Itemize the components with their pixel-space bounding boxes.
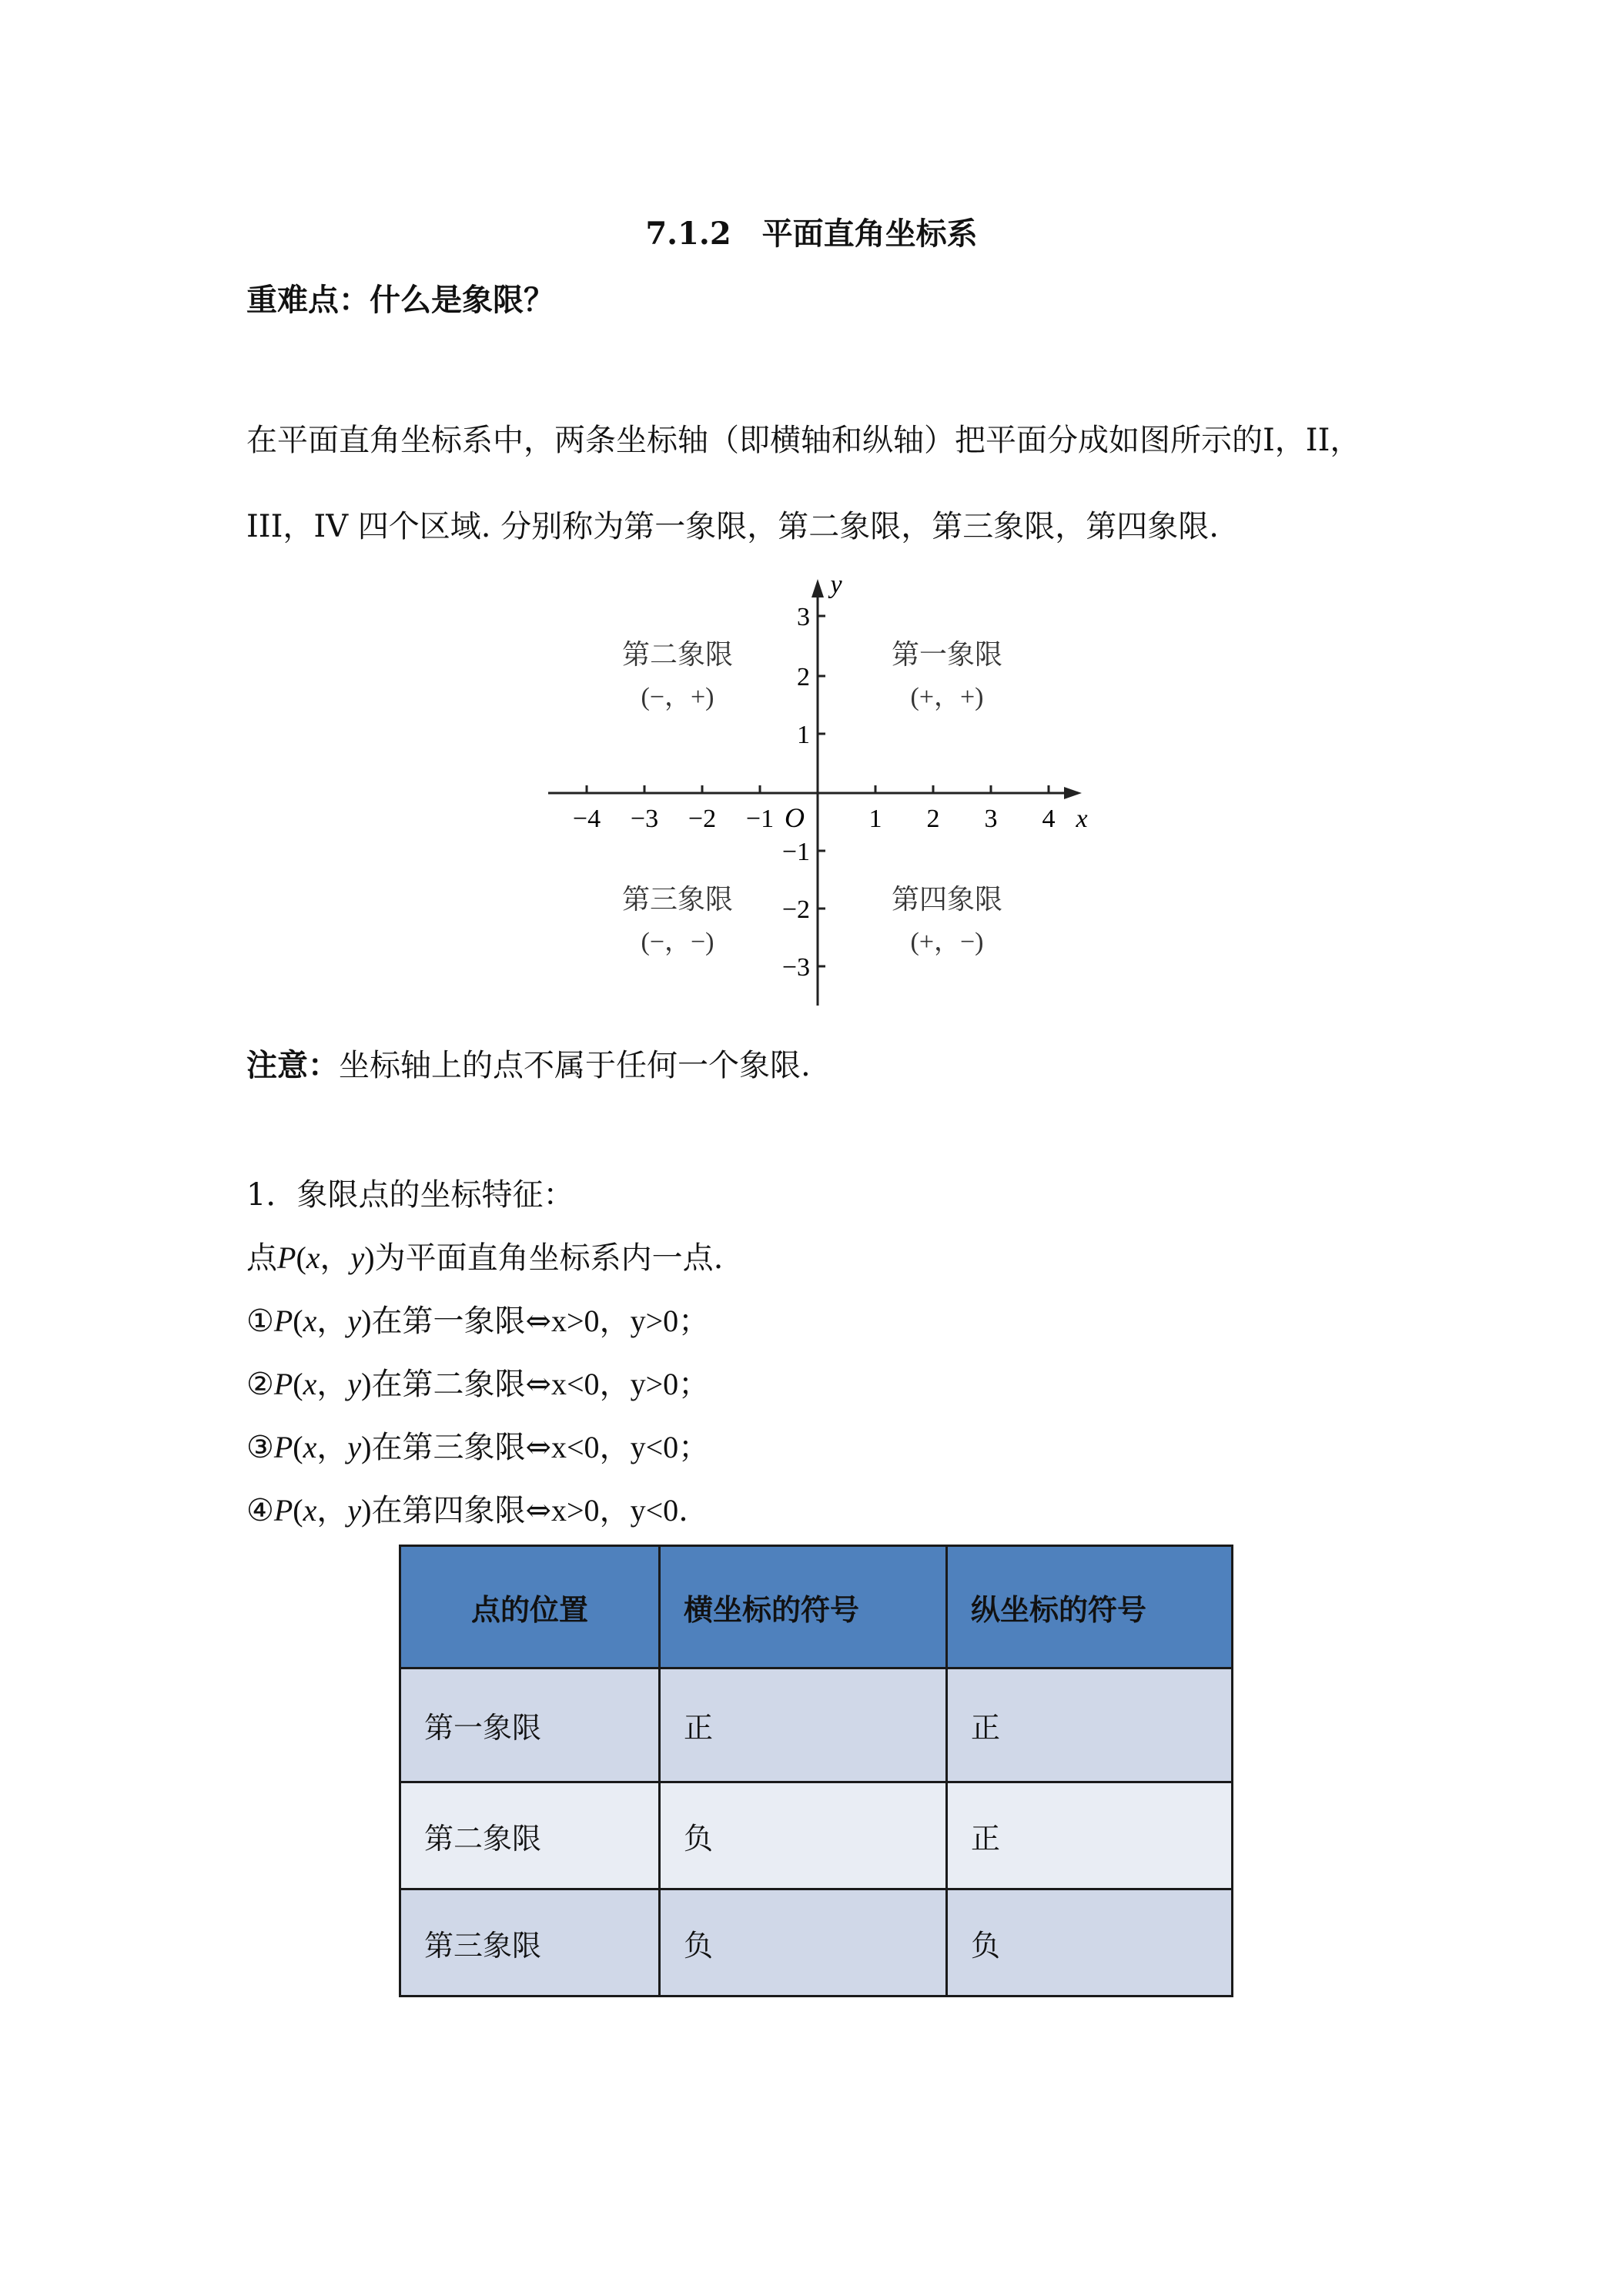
x-tick-label: 4 [1042,805,1056,833]
quadrant-sign-table [399,1545,1233,1997]
note-label: 注意： [246,1047,339,1083]
table-header: 横坐标的符号 [660,1546,947,1668]
table-cell: 正 [947,1668,1233,1782]
point-definition: 点P(x，y)为平面直角坐标系内一点. [246,1240,724,1276]
table-header: 点的位置 [400,1546,660,1668]
table-header: 纵坐标的符号 [947,1546,1233,1668]
y-axis-arrow [812,579,824,597]
quadrant-3-sign: (−，−) [641,928,714,956]
y-tick-label: −3 [781,953,810,982]
section-heading: 重难点：什么是象限？ [246,282,554,318]
table-cell: 负 [660,1782,947,1889]
feature-item-1: ①P(x，y)在第一象限⇔x>0，y>0； [246,1304,710,1339]
coordinate-plane-figure [539,570,1093,1016]
y-tick-label: 2 [797,663,810,691]
quadrant-1-sign: (+，+) [910,683,984,711]
y-tick-label: 1 [797,721,810,749]
table-cell: 正 [660,1668,947,1782]
quadrant-4-name: 第四象限 [891,884,1003,915]
quadrant-4-sign: (+，−) [910,928,984,956]
table-row [400,1889,1233,1996]
feature-item-3: ③P(x，y)在第三象限⇔x<0，y<0； [246,1430,710,1465]
x-tick-label: 1 [868,805,882,833]
quadrant-3-name: 第三象限 [621,884,734,915]
table-cell: 第二象限 [400,1782,660,1889]
quadrant-2-sign: (−，+) [641,683,714,711]
note-text: 坐标轴上的点不属于任何一个象限. [339,1048,811,1083]
x-axis-arrow [1064,787,1082,799]
x-tick-label: −1 [745,805,775,833]
intro-line-1: 在平面直角坐标系中，两条坐标轴（即横轴和纵轴）把平面分成如图所示的I，II， [246,423,1361,458]
y-tick-label: 3 [797,603,810,631]
x-axis-label: x [1076,805,1088,833]
table-cell: 第三象限 [400,1889,660,1996]
table-cell: 负 [660,1889,947,1996]
feature-item-4: ④P(x，y)在第四象限⇔x>0，y<0. [246,1493,688,1528]
x-tick-label: −2 [688,805,717,833]
feature-item-2: ②P(x，y)在第二象限⇔x<0，y>0； [246,1367,710,1402]
table-cell: 第一象限 [400,1668,660,1782]
table-row [400,1668,1233,1782]
features-heading: 1．象限点的坐标特征： [246,1177,574,1213]
x-tick-label: 2 [926,805,940,833]
x-tick-label: 3 [984,805,998,833]
note-line [246,1041,811,1085]
table-header-row [400,1546,1233,1668]
x-tick-label: −3 [630,805,659,833]
y-axis-label: y [830,571,842,599]
origin-label: O [785,802,805,833]
y-tick-label: −2 [781,895,810,924]
y-tick-label: −1 [781,838,810,866]
quadrant-1-name: 第一象限 [891,639,1003,671]
table-cell: 正 [947,1782,1233,1889]
quadrant-2-name: 第二象限 [621,639,734,671]
intro-line-2: III，IV 四个区域. 分别称为第一象限，第二象限，第三象限，第四象限. [246,509,1219,544]
page-title: 7.1.2 平面直角坐标系 [645,216,978,252]
table-row [400,1782,1233,1889]
x-tick-label: −4 [572,805,601,833]
table-cell: 负 [947,1889,1233,1996]
